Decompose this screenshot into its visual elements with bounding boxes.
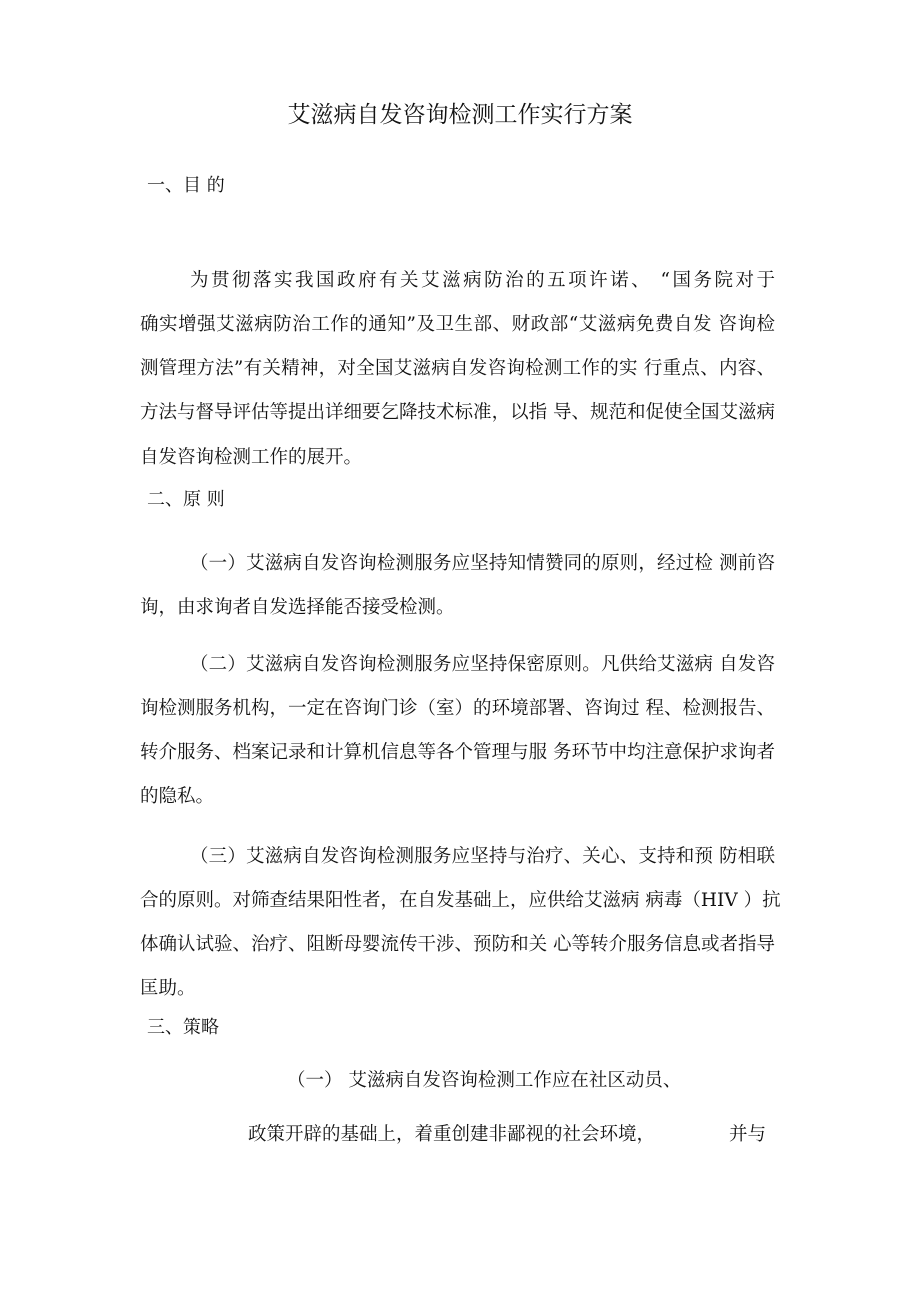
document-title: 艾滋病自发咨询检测工作实行方案 bbox=[287, 102, 633, 128]
paragraph-line: 合的原则。对筛查结果阳性者，在自发基础上，应供给艾滋病 病毒（HIV ）抗 bbox=[140, 890, 781, 911]
paragraph-line: （三）艾滋病自发咨询检测服务应坚持与治疗、关心、支持和预 防相联 bbox=[190, 846, 775, 867]
section-heading-principles: 二、原 则 bbox=[147, 489, 225, 510]
paragraph-line: 自发咨询检测工作的展开。 bbox=[140, 447, 363, 468]
paragraph-line: 并与 bbox=[729, 1124, 767, 1145]
paragraph-line: （一）艾滋病自发咨询检测服务应坚持知情赞同的原则，经过检 测前咨 bbox=[190, 553, 775, 574]
paragraph-line: 询检测服务机构，一定在咨询门诊（室）的环境部署、咨询过 程、检测报告、 bbox=[140, 698, 775, 719]
paragraph-line: 体确认试验、治疗、阻断母婴流传干涉、预防和关 心等转介服务信息或者指导 bbox=[140, 934, 775, 955]
paragraph-line: 方法与督导评估等提出详细要乞降技术标准，以指 导、规范和促使全国艾滋病 bbox=[140, 402, 775, 423]
paragraph-line: 测管理方法”有关精神，对全国艾滋病自发咨询检测工作的实 行重点、内容、 bbox=[140, 358, 775, 379]
paragraph-line: 匡助。 bbox=[140, 978, 196, 999]
paragraph-line: 转介服务、档案记录和计算机信息等各个管理与服 务环节中均注意保护求询者 bbox=[140, 742, 775, 763]
paragraph-line: （二）艾滋病自发咨询检测服务应坚持保密原则。凡供给艾滋病 自发咨 bbox=[190, 654, 775, 675]
paragraph-line: 政策开辟的基础上，着重创建非鄙视的社会环境， bbox=[248, 1124, 656, 1145]
paragraph-line: 的隐私。 bbox=[140, 786, 215, 807]
paragraph-line: 为贯彻落实我国政府有关艾滋病防治的五项许诺、 “国务院对于 bbox=[190, 270, 775, 291]
paragraph-line: 确实增强艾滋病防治工作的通知”及卫生部、财政部“艾滋病免费自发 咨询检 bbox=[140, 314, 775, 335]
paragraph-line: （一） 艾滋病自发咨询检测工作应在社区动员、 bbox=[287, 1070, 682, 1091]
paragraph-line: 询，由求询者自发选择能否接受检测。 bbox=[140, 597, 455, 618]
section-heading-purpose: 一、目 的 bbox=[147, 175, 225, 196]
section-heading-strategy: 三、策略 bbox=[147, 1017, 219, 1038]
